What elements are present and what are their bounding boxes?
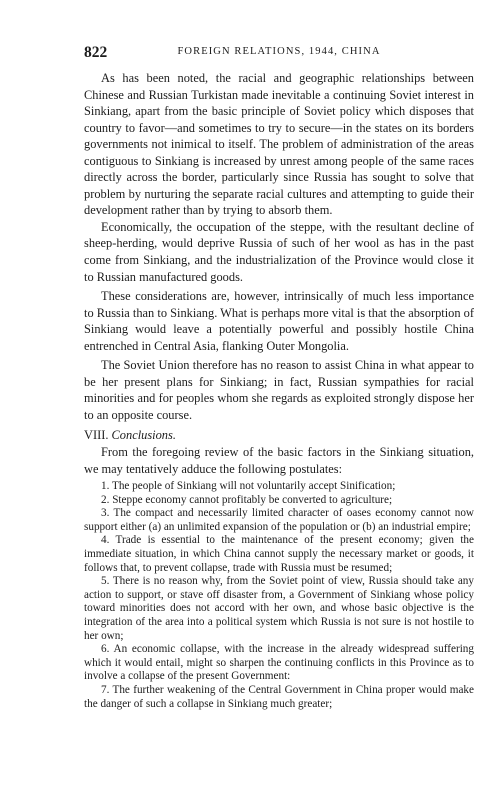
postulate-item: 2. Steppe economy cannot profitably be converted to agriculture; xyxy=(101,493,393,506)
postulate-item: 4. Trade is essential to the maintenance of the present economy; given the immediate situation, in which China cannot supply the necessary market or goods, it follows that, to prevent collapse, trade with Russia must be resumed; xyxy=(84,534,474,574)
paragraph: The Soviet Union therefore has no reason to assist China in what appear to be her present plans for Sinkiang; in fact, Russian sympathies for racial minorities and for peoples whom she regards as exploited strongly dispose her to an opposite course. xyxy=(84,358,474,422)
postulate-item: 1. The people of Sinkiang will not voluntarily accept Sinification; xyxy=(101,480,396,493)
page-header xyxy=(84,44,474,60)
page-body xyxy=(84,70,474,711)
running-title: FOREIGN RELATIONS, 1944, CHINA xyxy=(177,46,381,57)
section-number: VIII. xyxy=(84,428,109,443)
postulate-item: 5. There is no reason why, from the Soviet point of view, Russia should take any action to support, or stave off disaster from, a Government of Sinkiang whose policy toward minorities does not accord with her own, and whose basic objective is the integration of the area into a political system which Russia is not sure is not hostile to her own; xyxy=(84,575,474,642)
postulate-item: 6. An economic collapse, with the increase in the already widespread suffering which it would entail, might so sharpen the continuing conflicts in this Province as to involve a collapse of the present Government: xyxy=(84,643,474,683)
section-title: Conclusions. xyxy=(111,428,176,443)
intro-paragraph: From the foregoing review of the basic factors in the Sinkiang situation, we may tentatively adduce the following postulates: xyxy=(84,444,474,476)
page-number: 822 xyxy=(84,44,108,61)
postulate-item: 3. The compact and necessarily limited character of oases economy cannot now support either (a) an unlimited expansion of the population or (b) an industrial empire; xyxy=(84,507,474,533)
postulate-item: 7. The further weakening of the Central Government in China proper would make the danger of such a collapse in Sinkiang much greater; xyxy=(84,683,474,710)
paragraph: These considerations are, however, intrinsically of much less importance to Russia than to Sinkiang. What is perhaps more vital is that the absorption of Sinkiang would leave a potentially powerful and possibly hostile China entrenched in Central Asia, flanking Outer Mongolia. xyxy=(84,289,474,353)
paragraph: Economically, the occupation of the steppe, with the resultant decline of sheep-herding, would deprive Russia of such of her wool as has in the past come from Sinkiang, and the industrialization of the Province would close it to Russian manufactured goods. xyxy=(84,219,474,284)
paragraph: As has been noted, the racial and geographic relationships between Chinese and Russian Turkistan made inevitable a continuing Soviet interest in Sinkiang, apart from the basic principle of Soviet policy which disposes that country to favor—and sometimes to try to secure—in the states on its borders governments not inimical to itself. The problem of administration of the areas contiguous to Sinkiang is increased by unrest among people of the same races directly across the border, particularly since Russia has sought to solve that problem by nurturing the separate racial cultures and attempting to guide their development rather than by trying to absorb them. xyxy=(84,71,474,218)
section-heading xyxy=(84,427,474,444)
